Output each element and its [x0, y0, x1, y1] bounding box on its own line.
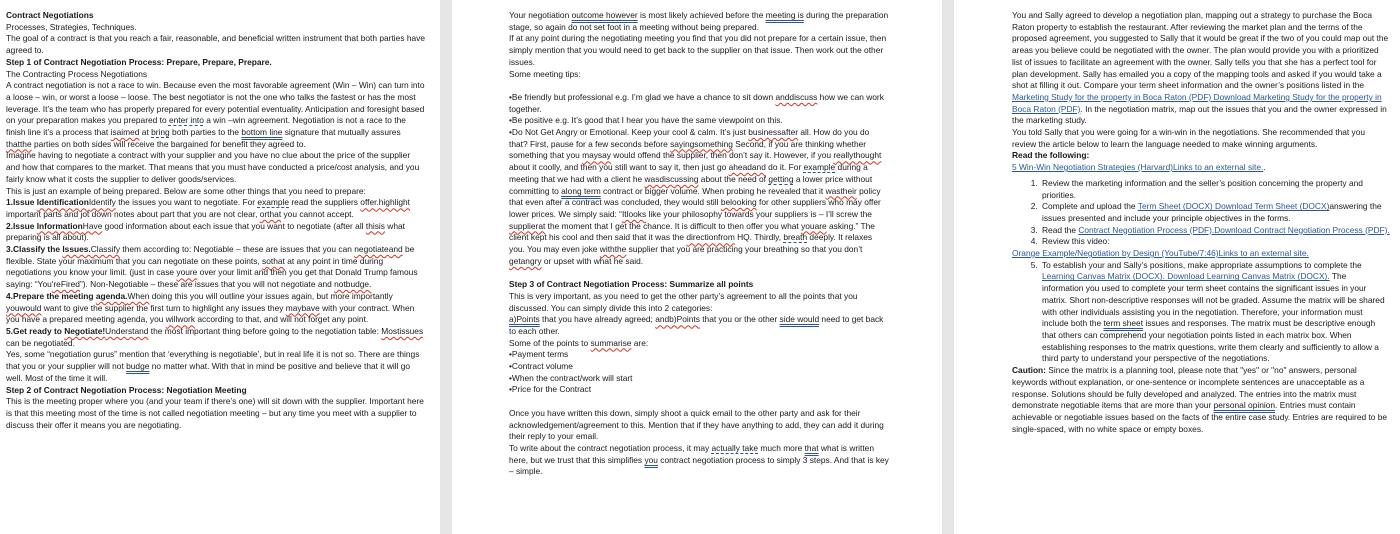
paragraph: a)Points that you have already agreed; andb)Points that you or the other side would need to get back to each other.	[509, 314, 884, 336]
paragraph: Some of the points to summarise are:	[509, 337, 649, 348]
paragraph: A contract negotiation is not a race to win. Because even the most favorable agreement (Win – Win) can turn into a loose – win, or worst a loose – loose. The best negotiator is not the one who talks the fastest or has the most leverage. It’s the team who has properly prepared for every potential eventuality. Anticipation and foresight based on your preparation makes you prepared to enter into a win –win agreement. Negotiation is not a race to the finish line it’s a process that isaimed at bring both parties to the bottom line signature that mutually assures thatthe parties on both sides will receive the bargained for benefit they agreed to.	[6, 80, 425, 149]
intro-paragraph: The goal of a contract is that you reach a fair, reasonable, and beneficial written instrument that both parties have agreed to.	[6, 33, 425, 56]
paragraph: Imagine having to negotiate a contract with your supplier and you have no clue about the price of the supplier and how that compares to the market. That means that you must have conducted a price/cost analysis, and you fairly know what it costs the supplier to deliver goods/services.	[6, 150, 420, 184]
prep-item-5: 5.Get ready to Negotiate!Understand the most important thing before going to the negotiation table: Mostissues can be negotiated.	[6, 325, 424, 348]
marketing-study-link[interactable]: Marketing Study for the property in Boca Raton (PDF) Download Marketing Study for the property in Boca Raton (PDF)	[1012, 91, 1382, 114]
read-link-line: 5 Win-Win Negotiation Strategies (Harvard)Links to an external site..	[1012, 162, 1266, 173]
tips-label: Some meeting tips:	[509, 68, 581, 79]
document-page-2[interactable]	[452, 0, 942, 534]
video-link-line	[1012, 248, 1390, 260]
paragraph: You told Sally that you were going for a win-win in the negotiations. She recommended that you review the article below to learn the language needed to make winning arguments.	[1012, 127, 1366, 149]
tip-item: •Be positive e.g. It’s good that I hear you have the same viewpoint on this.	[509, 115, 783, 126]
summary-bullet: •Contract volume	[509, 361, 573, 372]
summary-bullet: •When the contract/work will start	[509, 372, 633, 383]
video-link[interactable]: Orange Example/Negotiation by Design (YouTube/7:46)Links to an external site.	[1012, 248, 1309, 259]
task-item-2: 2. Complete and upload the Term Sheet (DOCX) Download Term Sheet (DOCX)answering the issues presented and include your principle objectives in the forms.	[1040, 201, 1390, 224]
prep-item-2: 2.Issue InformationHave good information about each issue that you want to negotiate (after all thisis what preparing is all about).	[6, 220, 405, 243]
summary-bullet: •Price for the Contract	[509, 384, 592, 395]
document-page-1[interactable]	[0, 0, 440, 534]
paragraph: Yes, some “negotiation gurus” mention that ‘everything is negotiable’, but in real life it is not so. There are things that you or your supplier will not budge no matter what. With that in mind be positive and believe that it will go well. Most of the time it will.	[6, 349, 420, 383]
paragraph: This is the meeting proper where you (and your team if there’s one) will sit down with the supplier. Important here is that this meeting most of the time is not called negotiation meeting – but any time you meet with a supplier to discuss their offer it means you are negotiating.	[6, 396, 424, 430]
summary-bullet: •Payment terms	[509, 349, 569, 360]
task-list	[1012, 178, 1390, 248]
subtitle: Processes, Strategies, Techniques.	[6, 21, 137, 32]
paragraph: If at any point during the negotiating meeting you find that you did not prepare for a certain issue, then simply mention that you would need to get back to the supplier on that issue. Then work out the other issues.	[509, 33, 887, 67]
paragraph: This is very important, as you need to get the other party’s agreement to all the points that you discussed. You can simply divide this into 2 categories:	[509, 290, 858, 313]
paragraph: You and Sally agreed to develop a negotiation plan, mapping out a strategy to purchase the Boca Raton property to establish the restaurant. After reviewing the market plan and the terms of the proposed agreement, you suggested to Sally that it would be great if the two of you could map out the areas you believe could be negotiated with the owner. The plan would provide you with a prioritized list of issues to facilitate an agreement with the owner. Sally tells you that she has a perfect tool for plan development. Sally has emailed you a copy of the mapping tools and asked if you would take a shot at filling it out. Compare your term sheet information and the owner’s positions listed in the Marketing Study for the property in Boca Raton (PDF) Download Marketing Study for the property in Boca Raton (PDF). In the negotiation matrix, map out the issues that you and the owner expressed in the marketing study.	[1012, 10, 1389, 126]
prep-item-4: 4.Prepare the meeting agenda.When doing this you will outline your issues again, but more importantly youwould want to give the supplier the first turn to highlight any issues they maybave with your contract. When you have a prepared meeting agenda, you willwork according to that, and will not forget any point.	[6, 290, 415, 325]
contract-negotiation-link[interactable]: Contract Negotiation Process (PDF).Download Contract Negotiation Process (PDF).	[1078, 224, 1390, 235]
learning-canvas-link[interactable]: Learning Canvas Matrix (DOCX). Download Learning Canvas Matrix (DOCX).	[1042, 271, 1330, 282]
task-item-5: 5. To establish your and Sally’s positions, make appropriate assumptions to complete the Learning Canvas Matrix (DOCX). Download Learning Canvas Matrix (DOCX). The information you used to complete your term sheet contains the significant issues in your matrix. Short non-descriptive responses will not be graded. Assume the matrix will be shared with other individuals assisting you in the negotiation. Therefore, your information must include both the term sheet issues and responses. The matrix must be descriptive enough that others can comprehend your negotiation points listed in each matrix box. When establishing responses to the matrix questions, write them clearly and sufficiently to allow a third party to understand your perspective of the negotiations.	[1040, 260, 1390, 365]
document-page-3[interactable]	[954, 0, 1400, 534]
caution-paragraph: Caution: Since the matrix is a planning tool, please note that "yes" or "no" answers, personal keywords without explanation, or one-sentence or incomplete sentences are unacceptable as a response. Solutions should be fully developed and analyzed. The entries into the matrix must demonstrate negotiable items that are more than your personal opinion. Entries must contain achievable or negotiable issues based on the facts of the entire case study. Entries are required to be single-spaced, with no white space or empty boxes.	[1012, 365, 1388, 434]
tip-item: •Be friendly but professional e.g. I’m glad we have a chance to sit down anddiscuss how we can work together.	[509, 91, 884, 114]
document-title: Contract Negotiations	[6, 10, 94, 20]
read-label: Read the following:	[1012, 150, 1090, 161]
step1-subheading: The Contracting Process Negotiations	[6, 68, 148, 79]
harvard-article-link[interactable]: 5 Win-Win Negotiation Strategies (Harvard)Links to an external site.	[1012, 162, 1264, 173]
task-item-3: 3. Read the Contract Negotiation Process (PDF).Download Contract Negotiation Process (PDF).	[1040, 225, 1390, 237]
task-list-continued	[1012, 260, 1390, 365]
tip-item: •Do Not Get Angry or Emotional. Keep your cool & calm. It’s just businessafter all. How do you do that? First, pause for a few seconds before sayingsomething Second, if you are thinking whether something that you maysay would offend the supplier, then don’t say it. However, if you reallythought about it coolly, and then you still want to say it, then just go aheadand do it. For example during a meeting that we had with a client he wasdiscussing about the need of getting a lower price without committing to along term contract or bigger volume. When probing he revealed that it wastheir policy that even after a contract was concluded, they would still belooking for other suppliers who may offer lower prices. We simply said: “Itlooks like your philosophy towards your suppliers is – I’ll screw the supplierat the moment that I get the chance. It is difficult to then offer you what youare asking.” The client kept his cool and then said that it was the directionfrom HQ. Thirdly, breath deeply. It relaxes you. You may even joke withthe supplier that you are practicing your breathing so that you don’t getangry or upset with what he said.	[509, 127, 882, 266]
step3-heading: Step 3 of Contract Negotiation Process: Summarize all points	[509, 279, 754, 290]
task-item-1: 1. Review the marketing information and the seller’s position concerning the property and priorities.	[1040, 178, 1390, 201]
paragraph: To write about the contract negotiation process, it may actually take much more that what is written here, but we trust that this simplifies you contract negotiation process to simply 3 steps. And that is key – simple.	[509, 442, 889, 477]
paragraph: Your negotiation outcome however is most likely achieved before the meeting is during the preparation stage, so again do not set foot in a meeting without being prepared.	[509, 10, 889, 32]
step1-heading: Step 1 of Contract Negotiation Process: Prepare, Prepare, Prepare.	[6, 56, 272, 67]
paragraph: Once you have written this down, simply shoot a quick email to the other party and ask for their acknowledgement/agreement to this. Mention that if they have anything to add, they can add it during their reply to your email.	[509, 407, 884, 442]
step2-heading: Step 2 of Contract Negotiation Process: Negotiation Meeting	[6, 384, 247, 395]
term-sheet-link[interactable]: Term Sheet (DOCX) Download Term Sheet (DOCX)	[1137, 201, 1330, 212]
task-item-4: 4. Review this video:	[1040, 236, 1390, 248]
prep-item-3: 3.Classify the Issues.Classify them according to: Negotiable – these are issues that you can negotiateand be flexible. State your maximum that you can negotiate on these points, sothat at any point in time during negotiations you know your limit. (just in case youre over your limit and then you get that Donald Trump famous saying: “You'reFired”). Non-Negotiable – these are issues that you will not negotiate and notbudge.	[6, 244, 418, 290]
paragraph: This is just an example of being prepared. Below are some other things that you need to prepare:	[6, 185, 366, 196]
prep-item-1: 1.Issue IdentificationIdentify the issues you want to negotiate. For example read the suppliers offer.highlight important parts and jot down notes about part that you are not clear, orthat you cannot accept.	[6, 197, 410, 219]
